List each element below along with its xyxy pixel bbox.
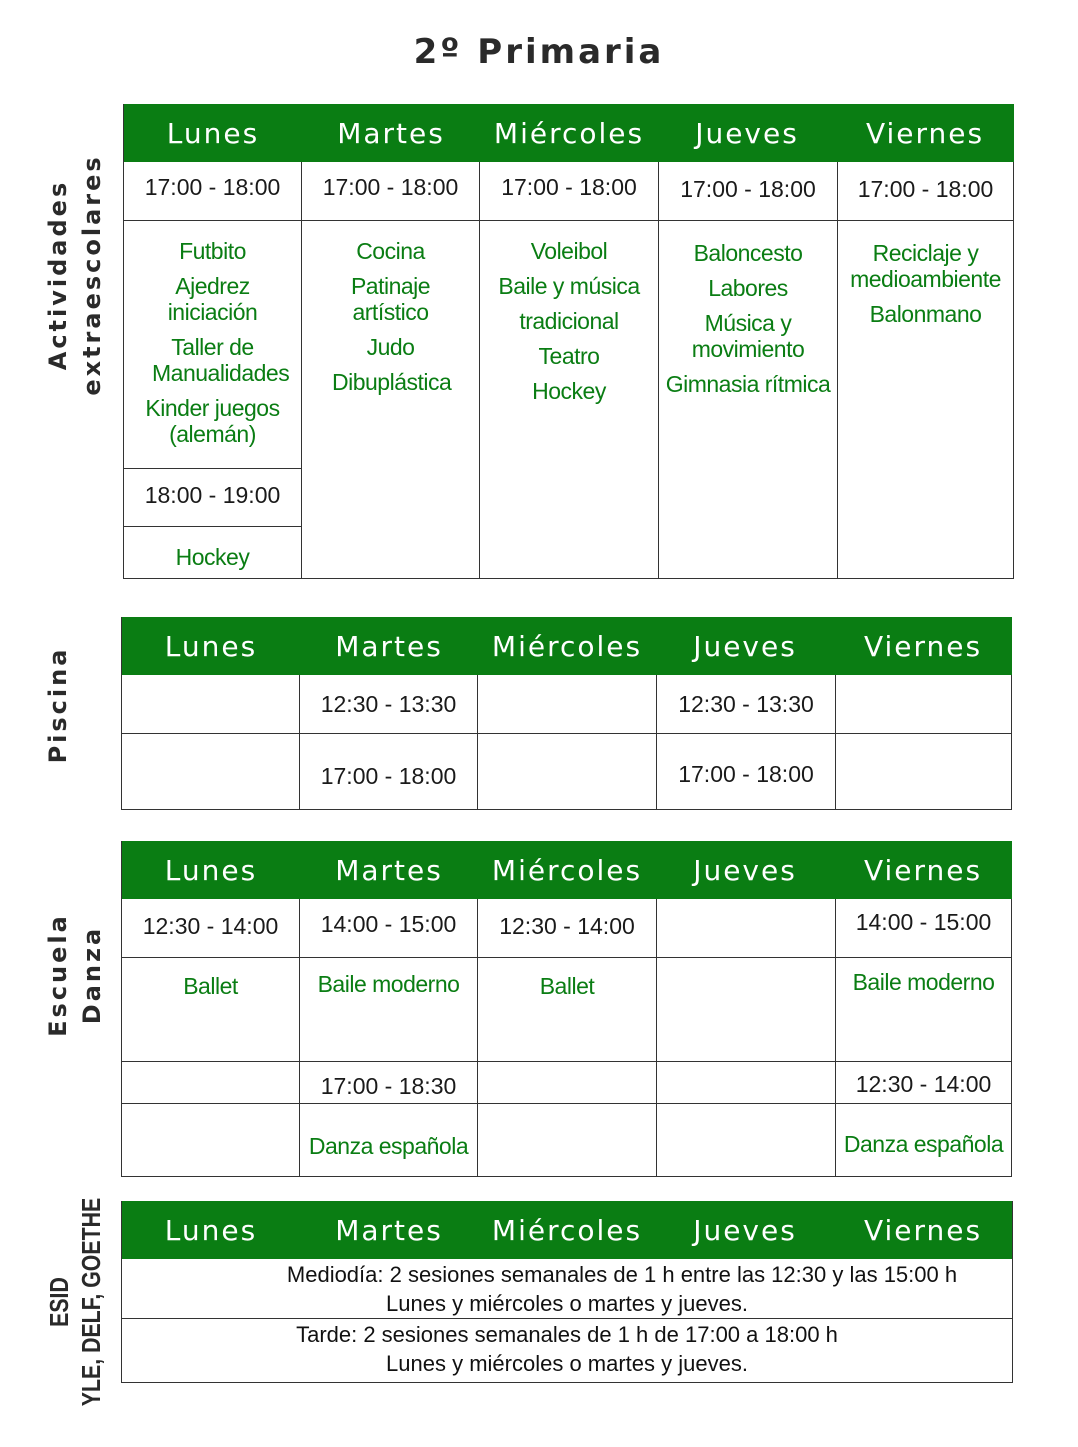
day-header-martes: Martes <box>337 116 445 150</box>
actividades-col-jueves <box>659 162 838 578</box>
time-slot: 12:30 - 13:30 <box>320 691 457 717</box>
section-label-danza: Escuela Danza <box>44 913 106 1037</box>
piscina-col-lunes <box>122 675 300 809</box>
day-header-martes: Martes <box>335 1213 443 1247</box>
time-slot: 17:00 - 18:30 <box>320 1073 457 1099</box>
section-label-piscina: Piscina <box>44 646 72 764</box>
day-header-miercoles: Miércoles <box>491 1213 643 1247</box>
time-slot: 12:30 - 14:00 <box>855 1071 992 1097</box>
danza-col-martes <box>300 899 478 1176</box>
piscina-col-martes <box>300 675 478 809</box>
activity-list <box>659 240 837 406</box>
day-header-miercoles: Miércoles <box>491 853 643 887</box>
day-header-lunes: Lunes <box>166 116 260 150</box>
piscina-col-miercoles <box>478 675 657 809</box>
day-header-viernes: Viernes <box>865 116 985 150</box>
actividades-col-viernes <box>838 162 1014 578</box>
day-header-lunes: Lunes <box>164 629 258 663</box>
section-label-actividades: Actividades extraescolares <box>44 154 106 396</box>
piscina-header <box>122 617 1012 675</box>
time-slot: 18:00 - 19:00 <box>144 482 281 508</box>
day-header-viernes: Viernes <box>863 1213 983 1247</box>
danza-table <box>121 841 1012 1177</box>
actividades-col-miercoles <box>480 162 659 578</box>
time-slot: 17:00 - 18:00 <box>144 174 281 200</box>
danza-col-viernes <box>836 899 1012 1176</box>
day-header-jueves: Jueves <box>695 116 799 150</box>
page-title: 2º Primaria <box>413 32 665 72</box>
day-header-jueves: Jueves <box>693 1213 797 1247</box>
section-label-esid: ESID YLE, DELF, GOETHE <box>44 1197 106 1407</box>
day-header-miercoles: Miércoles <box>491 629 643 663</box>
esid-mediodia-note: Mediodía: 2 sesiones semanales de 1 h entre las 12:30 y las 15:00 h <box>286 1262 958 1287</box>
actividades-col-lunes <box>124 162 302 578</box>
esid-header <box>122 1201 1012 1259</box>
activity-list <box>838 240 1013 336</box>
esid-table <box>121 1201 1013 1383</box>
piscina-table <box>121 617 1012 810</box>
time-slot: 12:30 - 14:00 <box>142 913 279 939</box>
time-slot: 12:30 - 14:00 <box>499 913 635 939</box>
time-slot: 14:00 - 15:00 <box>320 911 457 937</box>
day-header-jueves: Jueves <box>693 853 797 887</box>
esid-tarde-note: Tarde: 2 sesiones semanales de 1 h de 17:00 a 18:00 h Lunes y miércoles o martes y jueves. <box>296 1322 838 1376</box>
esid-mediodia-days: Lunes y miércoles o martes y jueves. <box>386 1291 748 1316</box>
piscina-col-viernes <box>836 675 1012 809</box>
activity-item: Kinder juegos (alemán) <box>145 395 280 447</box>
activity-item: Hockey <box>175 544 250 570</box>
actividades-header <box>124 104 1014 162</box>
day-header-lunes: Lunes <box>164 853 258 887</box>
activity-item: tradicional <box>519 308 619 334</box>
day-header-martes: Martes <box>335 629 443 663</box>
activity-item: Ballet <box>183 973 238 999</box>
activity-item: Hockey <box>532 378 606 404</box>
activity-item: Judo <box>366 334 415 360</box>
time-slot: 17:00 - 18:00 <box>857 176 994 202</box>
activity-item: Reciclaje y medioambiente <box>850 240 1001 292</box>
day-header-martes: Martes <box>335 853 443 887</box>
activity-item: Baile y música <box>498 273 640 299</box>
time-slot: 17:00 - 18:00 <box>678 761 814 787</box>
activity-item: Voleibol <box>530 238 608 264</box>
time-slot: 17:00 - 18:00 <box>320 763 457 789</box>
day-header-viernes: Viernes <box>863 853 983 887</box>
day-header-lunes: Lunes <box>164 1213 258 1247</box>
activity-item: Dibuplástica <box>332 369 452 395</box>
activity-item: Cocina <box>356 238 425 264</box>
danza-header <box>122 841 1012 899</box>
activity-item: Danza española <box>308 1133 469 1159</box>
activity-list <box>480 238 658 413</box>
actividades-table <box>123 104 1014 579</box>
activity-list <box>302 238 479 404</box>
activity-item: Baile moderno <box>317 971 460 997</box>
day-header-viernes: Viernes <box>863 629 983 663</box>
time-slot: 17:00 - 18:00 <box>680 176 816 202</box>
activity-item: Baile moderno <box>852 969 995 995</box>
activity-item: Patinaje artístico <box>350 273 431 325</box>
activity-item: Música y movimiento <box>691 310 805 362</box>
danza-col-jueves <box>657 899 836 1176</box>
activity-item: Teatro <box>538 343 600 369</box>
activity-item: Futbito <box>179 238 246 264</box>
time-slot: 17:00 - 18:00 <box>501 174 637 200</box>
activity-item: Balonmano <box>869 301 982 327</box>
activity-item: Labores <box>708 275 788 301</box>
danza-col-lunes <box>122 899 300 1176</box>
actividades-col-martes <box>302 162 480 578</box>
day-header-jueves: Jueves <box>693 629 797 663</box>
activity-list <box>124 238 301 456</box>
day-header-miercoles: Miércoles <box>493 116 645 150</box>
activity-item: Taller de Manualidades <box>152 334 290 386</box>
piscina-col-jueves <box>657 675 836 809</box>
activity-item: Ballet <box>539 973 595 999</box>
activity-item: Gimnasia rítmica <box>665 371 831 397</box>
time-slot: 14:00 - 15:00 <box>855 909 992 935</box>
activity-item: Baloncesto <box>693 240 803 266</box>
time-slot: 17:00 - 18:00 <box>322 174 459 200</box>
time-slot: 12:30 - 13:30 <box>678 691 814 717</box>
activity-item: Ajedrez iniciación <box>167 273 258 325</box>
danza-col-miercoles <box>478 899 657 1176</box>
activity-item: Danza española <box>843 1131 1004 1157</box>
